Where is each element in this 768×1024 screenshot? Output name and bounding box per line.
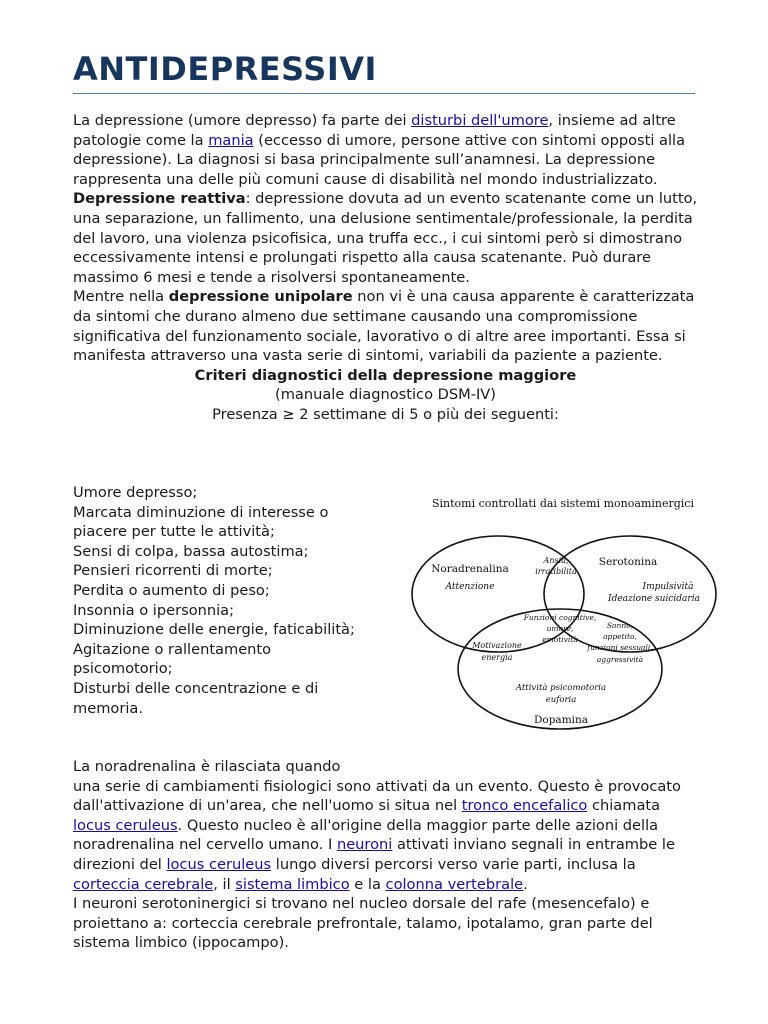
label-sonno-2: appetito,: [603, 632, 637, 641]
label-sonno-3: funzioni sessuali,: [587, 643, 653, 652]
link-disturbi-umore[interactable]: disturbi dell'umore: [411, 112, 549, 129]
criteri-heading: Criteri diagnostici della depressione maggiore: [194, 366, 577, 384]
list-item: Marcata diminuzione di interesse o piacere per tutte le attività;: [73, 503, 329, 541]
link-tronco-encefalico[interactable]: tronco encefalico: [461, 797, 588, 815]
intro-paragraph: La depressione (umore depresso) fa parte dei disturbi dell'umore, insieme ad altre patologie come la mania (eccesso di umore, persone attive con sintomi opposti alla depressione). La diagnosi si basa principalmente sull’anamnesi. La depressione rappresenta una delle più comuni cause di disabilità nel mondo industrializzato.: [73, 112, 686, 188]
label-sonno-4: aggressività: [596, 655, 644, 664]
nora-intro-line: La noradrenalina è rilasciata quando: [73, 758, 341, 775]
link-neuroni[interactable]: neuroni: [336, 836, 393, 854]
list-item: Perdita o aumento di peso;: [73, 581, 270, 599]
label-ansia: Ansia,: [543, 556, 569, 565]
list-item: Disturbi delle concentrazione e di memoria.: [73, 679, 319, 717]
link-locus-ceruleus[interactable]: locus ceruleus: [73, 816, 178, 834]
diagram-title: Sintomi controllati dai sistemi monoaminergici: [432, 497, 694, 510]
list-item: Sensi di colpa, bassa autostima;: [73, 542, 309, 560]
list-item: Diminuzione delle energie, faticabilità;: [73, 621, 355, 639]
label-ideazione: Ideazione suicidaria: [608, 594, 700, 604]
label-attenzione: Attenzione: [445, 582, 495, 592]
link-mania[interactable]: mania: [208, 131, 254, 149]
link-locus-ceruleus-2[interactable]: locus ceruleus: [166, 855, 272, 873]
label-funzioni-2: umore,: [546, 624, 574, 633]
list-item: Agitazione o rallentamento psicomotorio;: [73, 640, 272, 678]
venn-diagram: [398, 487, 728, 732]
list-item: Umore depresso;: [73, 484, 198, 501]
nora-paragraph: una serie di cambiamenti fisiologici sono attivati da un evento. Questo è provocato dall'attivazione di un'area, che nell'uomo si situa nel tronco encefalico chiamata locus ceruleus. Questo nucleo è all'origine della maggior parte delle azioni della noradrenalina nel cervello umano. I neuroni attivati inviano segnali in entrambe le direzioni del locus ceruleus lungo diversi percorsi verso varie parti, inclusa la corteccia cerebrale, il sistema limbico e la colonna vertebrale.: [73, 777, 681, 893]
label-noradrenalina: Noradrenalina: [431, 563, 509, 575]
label-motivazione-2: energia: [481, 653, 513, 662]
link-colonna-vertebrale[interactable]: colonna vertebrale: [385, 875, 524, 893]
criteri-subtitle: (manuale diagnostico DSM-IV): [275, 386, 496, 404]
label-impulsivita: Impulsività: [642, 582, 694, 592]
label-motivazione-1: Motivazione: [472, 641, 522, 650]
body-bottom: [73, 757, 698, 953]
sero-paragraph: I neuroni serotoninergici si trovano nel nucleo dorsale del rafe (mesencefalo) e proiettano a: corteccia cerebrale prefrontale, talamo, ipotalamo, gran parte del sistema limbico (ippocampo).: [73, 895, 653, 952]
criteri-presenza: Presenza ≥ 2 settimane di 5 o più dei seguenti:: [212, 405, 559, 423]
unipolare-paragraph: Mentre nella depressione unipolare non vi è una causa apparente è caratterizzata da sintomi che durano almeno due settimane causando una compromissione significativa del funzionamento sociale, lavorativo o di altre aree importanti. Essa si manifesta attraverso una vasta serie di sintomi, variabili da paziente a paziente.: [73, 288, 695, 365]
label-attivita-1: Attività psicomotoria: [515, 683, 607, 693]
label-funzioni-3: emotività: [542, 635, 578, 644]
link-sistema-limbico[interactable]: sistema limbico: [235, 875, 350, 893]
reattiva-term: Depressione reattiva: [73, 190, 246, 208]
list-item: Pensieri ricorrenti di morte;: [73, 562, 273, 580]
link-corteccia-cerebrale[interactable]: corteccia cerebrale: [73, 875, 214, 893]
label-irritabilita: irratibilità: [535, 567, 577, 576]
reattiva-paragraph: Depressione reattiva: depressione dovuta ad un evento scatenante come un lutto, una separazione, un fallimento, una delusione sentimentale/professionale, la perdita del lavoro, una violenza psicofisica, una truffa ecc., i cui sintomi però si dimostrano eccessivamente intensi e prolungati rispetto alla causa scatenante. Può durare massimo 6 mesi e tende a risolversi spontaneamente.: [73, 190, 698, 286]
label-serotonina: Serotonina: [598, 556, 658, 568]
label-attivita-2: euforia: [545, 695, 577, 705]
title-rule: [73, 93, 695, 94]
page-title: ANTIDEPRESSIVI: [73, 50, 377, 88]
label-dopamina: Dopamina: [533, 714, 589, 726]
list-item: Insonnia o ipersonnia;: [73, 601, 235, 619]
symptom-list: [73, 483, 363, 718]
label-funzioni-1: Funzioni cognitive,: [523, 613, 597, 622]
label-sonno-1: Sonno,: [606, 621, 634, 630]
unipolare-term: depressione unipolare: [168, 288, 353, 306]
body-top: [73, 111, 698, 425]
